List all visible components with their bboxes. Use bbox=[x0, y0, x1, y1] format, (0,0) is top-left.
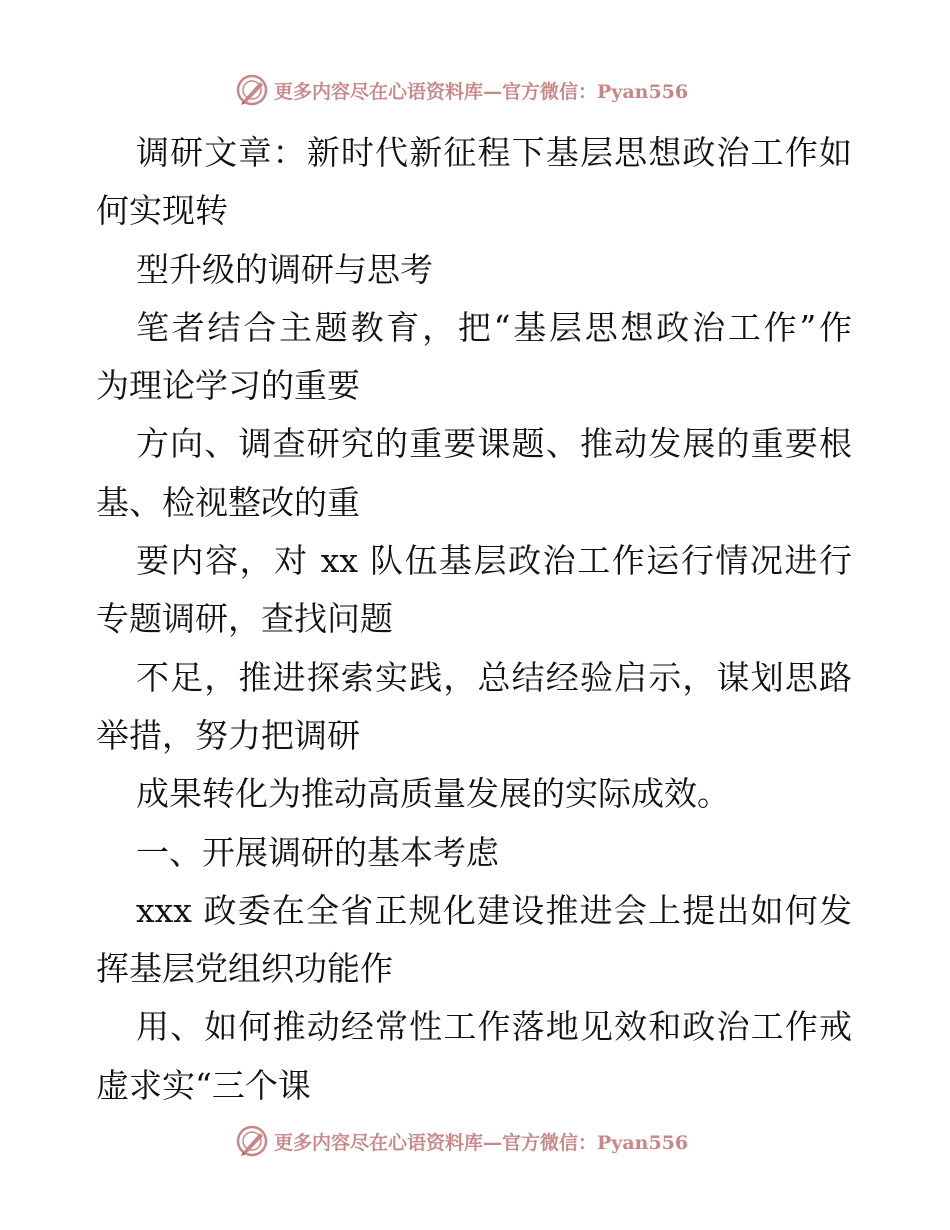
text-line: xxx 政委在全省正规化建设推进会上提出如何发 bbox=[136, 890, 852, 930]
footer-watermark bbox=[236, 1123, 688, 1159]
pen-logo-icon bbox=[236, 1125, 268, 1157]
text-line: 方向、调查研究的重要课题、推动发展的重要根 bbox=[136, 424, 852, 464]
text-line: 不足，推进探索实践，总结经验启示，谋划思路 bbox=[136, 657, 852, 697]
text-line: 专题调研，查找问题 bbox=[96, 599, 393, 639]
document-body bbox=[96, 124, 856, 1115]
text-line: 为理论学习的重要 bbox=[96, 366, 360, 406]
text-line: 笔者结合主题教育，把“基层思想政治工作”作 bbox=[136, 307, 852, 347]
header-site-text: 更多内容尽在心语资料库—官方微信：Pyan556 bbox=[274, 80, 689, 103]
header-watermark bbox=[236, 72, 688, 108]
text-line: 基、检视整改的重 bbox=[96, 482, 360, 522]
text-line: 何实现转 bbox=[96, 191, 228, 231]
text-line: 型升级的调研与思考 bbox=[136, 249, 433, 289]
text-line: 要内容，对 xx 队伍基层政治工作运行情况进行 bbox=[136, 541, 852, 581]
text-line: 调研文章：新时代新征程下基层思想政治工作如 bbox=[136, 133, 852, 172]
footer-site-text: 更多内容尽在心语资料库—官方微信：Pyan556 bbox=[274, 1131, 689, 1154]
pen-logo-icon bbox=[236, 74, 268, 106]
text-line: 虚求实“三个课 bbox=[96, 1065, 311, 1105]
text-line: 挥基层党组织功能作 bbox=[96, 949, 393, 989]
text-line: 举措，努力把调研 bbox=[96, 715, 360, 755]
section-heading: 一、开展调研的基本考虑 bbox=[136, 832, 499, 872]
text-line: 成果转化为推动高质量发展的实际成效。 bbox=[136, 774, 730, 814]
text-line: 用、如何推动经常性工作落地见效和政治工作戒 bbox=[136, 1007, 852, 1047]
